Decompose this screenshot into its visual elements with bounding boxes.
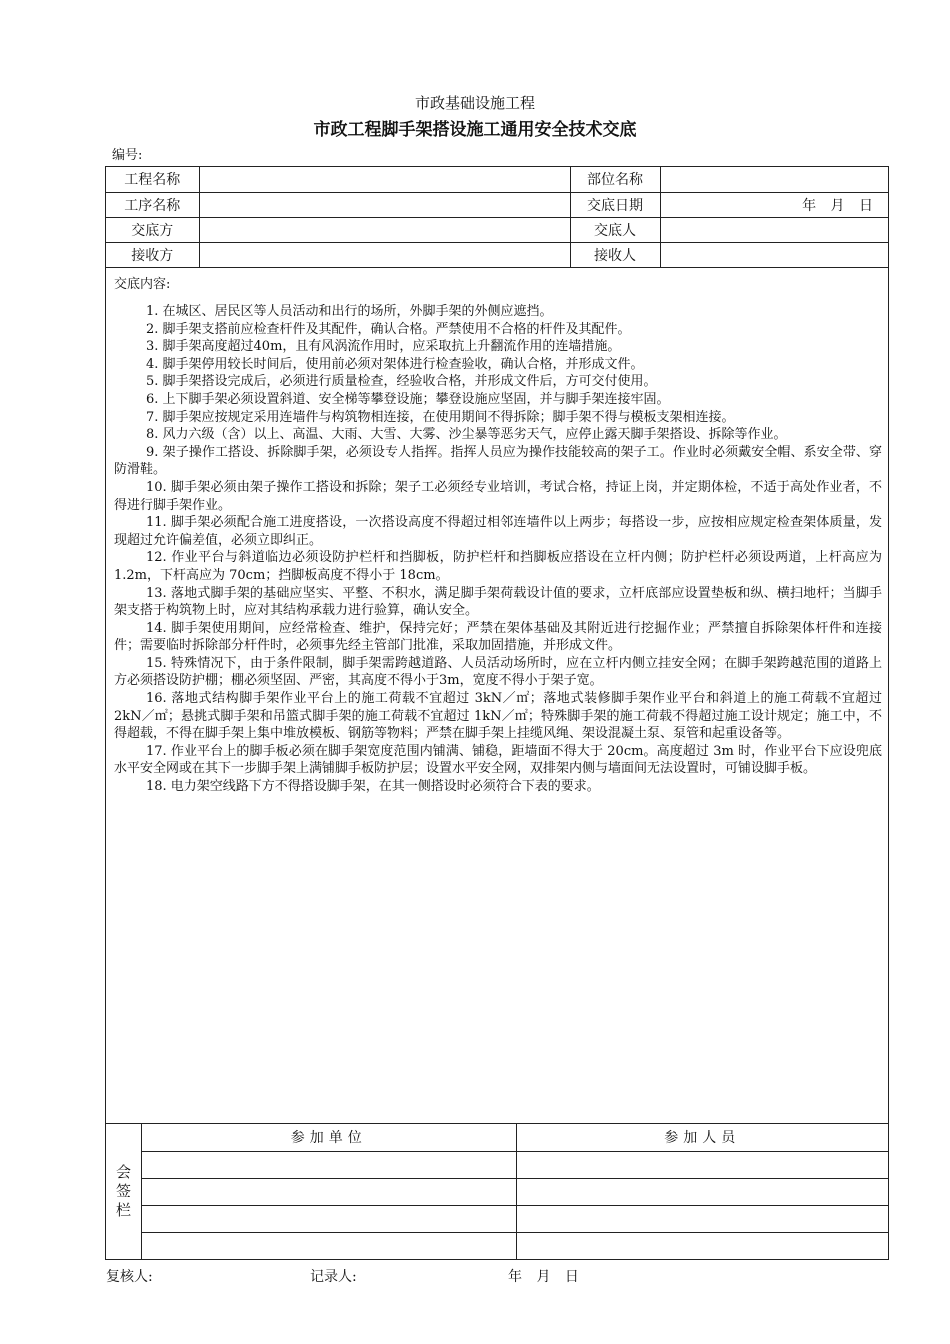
receiver-party-label: 接收方: [106, 242, 199, 267]
content-item: 8. 风力六级（含）以上、高温、大雨、大雪、大雾、沙尘暴等恶劣天气，应停止露天脚手架搭设、拆除等作业。: [146, 427, 787, 443]
signoff-table: [142, 1124, 888, 1259]
project-name-value[interactable]: [199, 167, 570, 192]
disclosure-content: [106, 271, 888, 1123]
signoff-row: [142, 1178, 888, 1205]
reviewer-label: 复核人:: [106, 1269, 153, 1285]
content-item: 2. 脚手架支搭前应检查杆件及其配件，确认合格。严禁使用不合格的杆件及其配件。: [146, 321, 631, 337]
disclosure-form: [105, 166, 889, 1260]
content-item: 13. 落地式脚手架的基础应坚实、平整、不积水，满足脚手架荷载设计值的要求，立杆底部应设置垫板和纵、横扫地杆；当脚手架支搭于构筑物上时，应对其结构承载力进行验算，确认安全。: [114, 585, 882, 619]
content-item: 9. 架子操作工搭设、拆除脚手架，必须设专人指挥。指挥人员应为操作技能较高的架子工。作业时必须戴安全帽、系安全带、穿防滑鞋。: [114, 444, 882, 478]
process-name-label: 工序名称: [106, 192, 199, 217]
content-item: 12. 作业平台与斜道临边必须设防护栏杆和挡脚板，防护栏杆和挡脚板应搭设在立杆内侧；防护栏杆必须设两道，上杆高应为 1.2m，下杆高应为 70cm；挡脚板高度不得小于 18cm。: [114, 550, 882, 583]
signoff-section: [106, 1123, 888, 1260]
content-item: 5. 脚手架搭设完成后，必须进行质量检查，经验收合格，并形成文件后，方可交付使用。: [146, 374, 657, 390]
footer-date: 年 月 日: [508, 1269, 584, 1285]
discloser-party-value[interactable]: [199, 217, 570, 242]
info-row-receiver: [106, 242, 888, 267]
content-item: 15. 特殊情况下，由于条件限制，脚手架需跨越道路、人员活动场所时，应在立杆内侧立挂安全网；在脚手架跨越范围的道路上方必须搭设防护棚；棚必须坚固、严密，其高度不得小于3m，宽度不得小于架子宽。: [114, 655, 882, 689]
content-item: 6. 上下脚手架必须设置斜道、安全梯等攀登设施；攀登设施应坚固，并与脚手架连接牢固。: [146, 391, 670, 407]
info-row-process: [106, 192, 888, 217]
signoff-row: [142, 1232, 888, 1259]
recorder-label: 记录人:: [310, 1269, 357, 1285]
disclosure-date-value[interactable]: 年 月 日: [660, 192, 888, 217]
content-item: 1. 在城区、居民区等人员活动和出行的场所，外脚手架的外侧应遮挡。: [146, 304, 553, 319]
receiver-person-label: 接收人: [570, 242, 660, 267]
unit-cell[interactable]: [142, 1178, 516, 1205]
document-subtitle: 市政基础设施工程: [414, 94, 535, 112]
unit-cell[interactable]: [142, 1151, 516, 1178]
unit-cell[interactable]: [142, 1205, 516, 1232]
person-cell[interactable]: [516, 1205, 888, 1232]
content-item: 18. 电力架空线路下方不得搭设脚手架，在其一侧搭设时必须符合下表的要求。: [146, 779, 600, 795]
content-label: 交底内容:: [114, 277, 171, 292]
content-item: 16. 落地式结构脚手架作业平台上的施工荷载不宜超过 3kN／㎡；落地式装修脚手架作业平台和斜道上的施工荷载不宜超过 2kN／㎡；悬挑式脚手架和吊篮式脚手架的施工荷载不宜超过 1kN／㎡；特殊脚手架的施工荷载不得超过施工设计规定；施工中，不得超载，不得在脚手架上集中堆放模板、钢筋等物料；严禁在脚手架上挂缆风绳、架设混凝土泵、泵管和起重设备等。: [114, 691, 882, 742]
discloser-party-label: 交底方: [106, 217, 199, 242]
content-item: 17. 作业平台上的脚手板必须在脚手架宽度范围内铺满、铺稳，距墙面不得大于 20cm。高度超过 3m 时，作业平台下应设兜底水平安全网或在其下一步脚手架上满铺脚手板防护层；设置水平安全网，双排架内侧与墙面间无法设置时，可铺设脚手板。: [114, 743, 882, 777]
info-row-discloser: [106, 217, 888, 242]
content-item: 11. 脚手架必须配合施工进度搭设，一次搭设高度不得超过相邻连墙件以上两步；每搭设一步，应按相应规定检查架体质量，发现超过允许偏差值，必须立即纠正。: [114, 515, 882, 548]
content-item: 4. 脚手架停用较长时间后，使用前必须对架体进行检查验收，确认合格，并形成文件。: [146, 356, 644, 372]
receiver-party-value[interactable]: [199, 242, 570, 267]
unit-cell[interactable]: [142, 1232, 516, 1259]
info-table: [106, 167, 888, 268]
person-header: 参加人员: [516, 1124, 888, 1151]
part-name-label: 部位名称: [570, 167, 660, 192]
info-row-project: [106, 167, 888, 192]
person-cell[interactable]: [516, 1178, 888, 1205]
person-cell[interactable]: [516, 1151, 888, 1178]
person-cell[interactable]: [516, 1232, 888, 1259]
disclosure-date-label: 交底日期: [570, 192, 660, 217]
signoff-row: [142, 1151, 888, 1178]
content-item: 14. 脚手架使用期间，应经常检查、维护，保持完好；严禁在架体基础及其附近进行挖掘作业；严禁擅自拆除架体杆件和连接件；需要临时拆除部分杆件时，必须事先经主管部门批准，采取加固措施，并形成文件。: [114, 620, 882, 654]
unit-header: 参加单位: [142, 1124, 516, 1151]
project-name-label: 工程名称: [106, 167, 199, 192]
process-name-value[interactable]: [199, 192, 570, 217]
content-item: 3. 脚手架高度超过40m，且有风涡流作用时，应采取抗上升翻流作用的连墙措施。: [146, 339, 621, 355]
document-header: [0, 92, 950, 144]
content-item: 10. 脚手架必须由架子操作工搭设和拆除；架子工必须经专业培训，考试合格，持证上岗，并定期体检，不适于高处作业者，不得进行脚手架作业。: [114, 479, 882, 513]
signoff-row: [142, 1205, 888, 1232]
signoff-header-row: [142, 1124, 888, 1151]
receiver-person-value[interactable]: [660, 242, 888, 267]
discloser-person-label: 交底人: [570, 217, 660, 242]
discloser-person-value[interactable]: [660, 217, 888, 242]
signoff-side: [106, 1124, 142, 1260]
serial-number-label: 编号:: [112, 148, 143, 163]
document-title: 市政工程脚手架搭设施工通用安全技术交底: [313, 120, 637, 140]
content-item: 7. 脚手架应按规定采用连墙件与构筑物相连接，在使用期间不得拆除；脚手架不得与模板支架相连接。: [146, 409, 735, 425]
signoff-side-label: 会签栏: [114, 1163, 132, 1221]
part-name-value[interactable]: [660, 167, 888, 192]
